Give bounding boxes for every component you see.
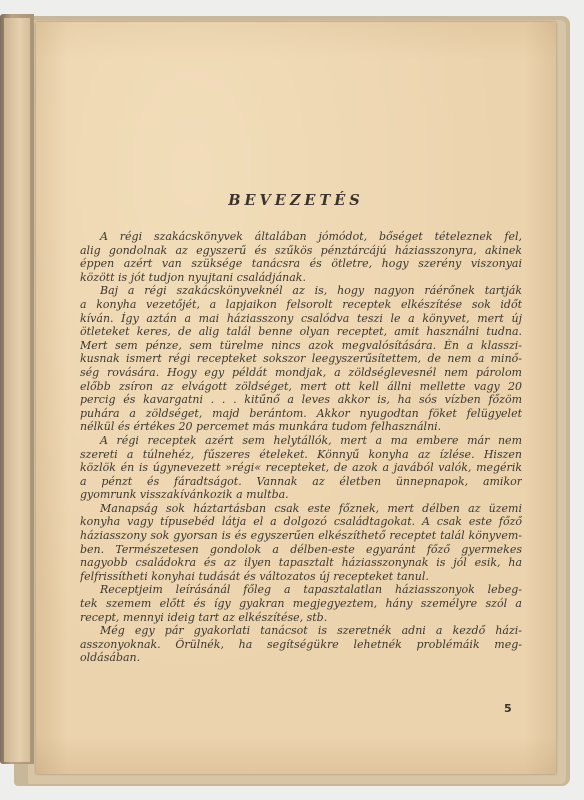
- paragraph: [80, 583, 522, 624]
- text-line: Baj a régi szakácskönyveknél az is, hogy nagyon ráérőnek tartják: [100, 284, 522, 298]
- text-line: A régi szakácskönyvek általában jómódot, bőséget tételeznek fel,: [100, 230, 522, 243]
- body-text: [80, 230, 522, 665]
- text-line: éppen azért van szüksége tanácsra és ötletre, hogy szerény viszonyai: [80, 257, 522, 271]
- text-line: A régi receptek azért sem helytállók, mert a ma embere már nem: [100, 433, 522, 447]
- text-line: alig gondolnak az egyszerű és szűkös pénztárcájú háziasszonyra, akinek: [80, 243, 522, 257]
- chapter-heading: BEVEZETÉS: [228, 192, 364, 209]
- text-line: Mert sem pénze, sem türelme nincs azok megvalósítására. Én a klasszi-: [80, 338, 522, 352]
- text-line: előbb zsíron az elvágott zöldséget, mert ott kell állni mellette vagy 20: [80, 379, 522, 393]
- text-line: puhára a zöldséget, majd berántom. Akkor nyugodtan föket felügyelet: [80, 406, 522, 420]
- text-line: szereti a túlnehéz, fűszeres ételeket. Könnyű konyha az ízlése. Hiszen: [80, 447, 522, 461]
- paragraph: [80, 230, 522, 284]
- text-line: percig és kavargatni . . . kitűnő a leves akkor is, ha sós vízben főzöm: [80, 393, 522, 407]
- text-line: asszonyoknak. Örülnék, ha segítségükre lehetnék problémáik meg-: [80, 637, 522, 651]
- text-line: konyha vagy típusebéd látja el a dolgozó családtagokat. A csak este főző: [80, 515, 522, 529]
- text-line: ben. Természetesen gondolok a délben-este egyaránt főző gyermekes: [80, 542, 522, 556]
- paragraph: [80, 502, 522, 584]
- paragraph: [80, 434, 522, 502]
- text-line: között is jót tudjon nyujtani családjának.: [80, 270, 306, 284]
- text-line: ötleteket keres, de alig talál benne olyan receptet, amit használni tudna.: [80, 325, 522, 339]
- text-line: közlök én is úgynevezett »régi« recepteket, de azok a javából valók, megérik: [80, 461, 522, 475]
- text-line: Még egy pár gyakorlati tanácsot is szeretnék adni a kezdő házi-: [100, 624, 522, 638]
- text-line: ség rovására. Hogy egy példát mondjak, a zöldséglevesnél nem párolom: [80, 365, 522, 379]
- text-line: gyomrunk visszakívánkozik a multba.: [80, 488, 289, 502]
- text-line: kusnak ismert régi recepteket sokszor leegyszerűsítettem, de nem a minő-: [80, 352, 522, 366]
- text-line: oldásában.: [80, 651, 141, 665]
- text-line: nélkül és értékes 20 percemet más munkára tudom felhasználni.: [80, 420, 442, 434]
- paragraph: [80, 284, 522, 434]
- text-line: háziasszony sok gyorsan is és egyszerűen elkészíthető receptet talál könyvem-: [80, 529, 522, 543]
- page-number: 5: [504, 702, 512, 715]
- book-page: [36, 22, 556, 774]
- text-line: a konyha vezetőjét, a lapjaikon felsorolt receptek elkészítése sok időt: [80, 297, 522, 311]
- text-line: Receptjeim leírásánál főleg a tapasztalatlan háziasszonyok lebeg-: [100, 583, 522, 597]
- paragraph: [80, 624, 522, 665]
- text-line: nagyobb családokra és az ilyen tapasztalt háziasszonynak is jól esik, ha: [80, 556, 522, 570]
- text-line: Manapság sok háztartásban csak este főznek, mert délben az üzemi: [100, 501, 522, 515]
- text-line: tek szemem előtt és így gyakran megjegyeztem, hány személyre szól a: [80, 597, 522, 611]
- text-line: recept, mennyi ideig tart az elkészítése, stb.: [80, 610, 328, 624]
- text-line: a pénzt és fáradtságot. Vannak az életben ünnepnapok, amikor: [80, 474, 522, 488]
- text-line: felfrissítheti konyhai tudását és változatos új recepteket tanul.: [80, 569, 429, 583]
- text-line: kíván. Így aztán a mai háziasszony csalódva teszi le a könyvet, mert új: [80, 311, 522, 325]
- left-page-edge: [4, 18, 30, 762]
